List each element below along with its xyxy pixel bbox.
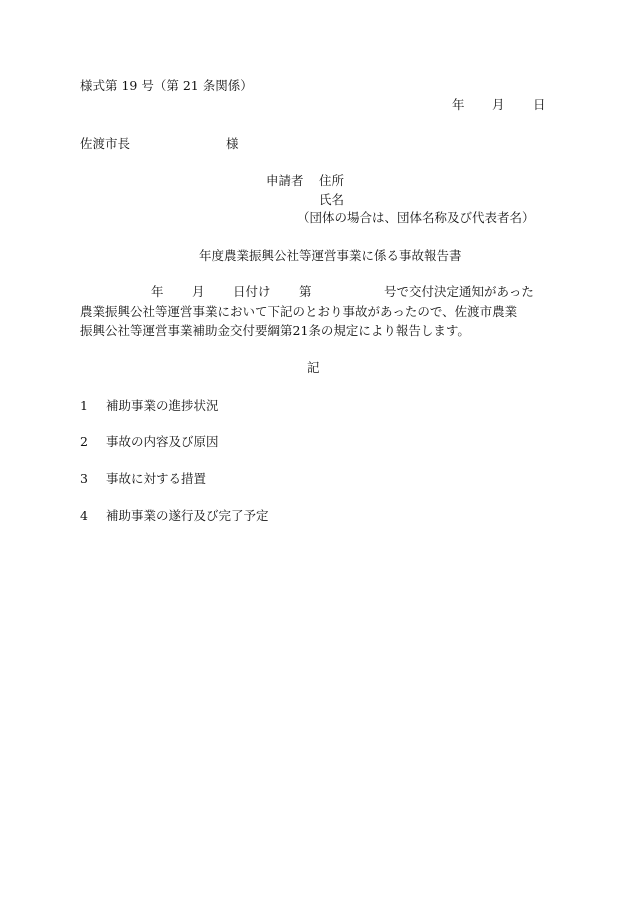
applicant-note: （団体の場合は、団体名称及び代表者名） [297,210,535,225]
addressee-name: 佐渡市長 [80,136,131,151]
body-year-label: 年 [151,284,164,299]
form-number: 様式第 19 号（第 21 条関係） [80,78,253,93]
body-line-3: 振興公社等運営事業補助金交付要綱第21条の規定により報告します。 [80,323,470,338]
item-number: 4 [80,508,88,523]
item-label: 補助事業の遂行及び完了予定 [106,508,269,523]
item-number: 1 [80,398,88,413]
item-number: 3 [80,471,88,486]
body-month-label: 月 [192,284,205,299]
item-number: 2 [80,434,88,449]
body-line1-rest: 号で交付決定通知があった [384,284,534,299]
addressee-honorific: 様 [226,136,239,151]
applicant-label: 申請者 [266,173,304,188]
list-item [80,436,219,449]
item-label: 事故に対する措置 [106,471,207,486]
item-label: 事故の内容及び原因 [106,434,219,449]
body-line-2: 農業振興公社等運営事業において下記のとおり事故があったので、佐渡市農業 [80,304,518,319]
list-item [80,400,219,413]
item-label: 補助事業の進捗状況 [106,398,219,413]
body-dated-label: 日付け [233,284,271,299]
body-dai-label: 第 [299,284,312,299]
list-item [80,510,269,523]
list-item [80,473,206,486]
applicant-name-label: 氏名 [319,192,345,207]
document-title: 年度農業振興公社等運営事業に係る事故報告書 [199,248,462,263]
ki-heading: 記 [307,360,320,375]
applicant-address-label: 住所 [319,173,345,188]
date-year-label: 年 [452,97,465,112]
date-day-label: 日 [533,97,546,112]
date-month-label: 月 [492,97,505,112]
